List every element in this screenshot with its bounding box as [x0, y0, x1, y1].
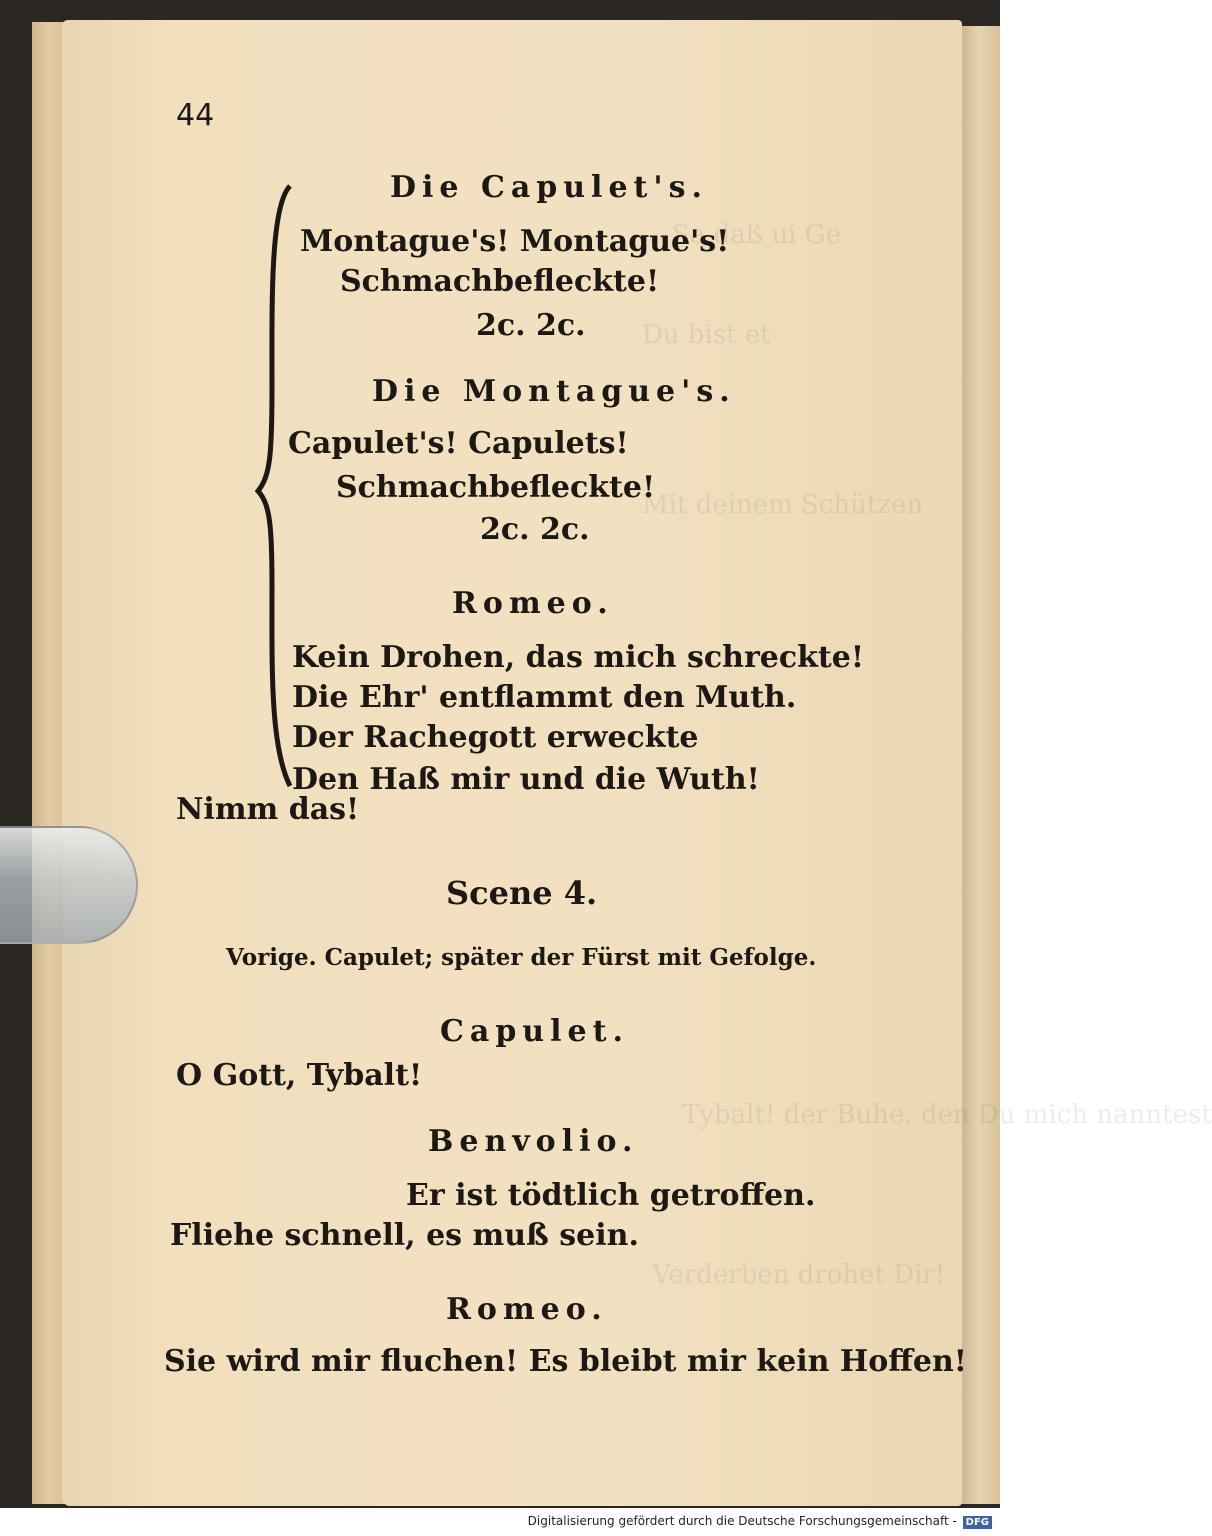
- show-through-text: Sa daß ui Ge: [672, 220, 841, 250]
- show-through-text: Du bist et: [642, 320, 771, 350]
- verse-line: Kein Drohen, das mich schreckte!: [292, 640, 865, 675]
- show-through-text: Mit deinem Schützen: [642, 490, 924, 520]
- facing-page-edge: [958, 26, 1000, 1504]
- speaker-benvolio: Benvolio.: [428, 1124, 639, 1159]
- verse-line: Capulet's! Capulets!: [288, 426, 629, 461]
- speaker-romeo: Romeo.: [452, 586, 614, 621]
- verse-line: Nimm das!: [176, 792, 360, 827]
- speaker-capulet: Capulet.: [440, 1014, 629, 1049]
- verse-line: Montague's! Montague's!: [300, 224, 730, 259]
- page-holder-clip: [0, 826, 138, 944]
- dfg-logo: DFG: [963, 1516, 992, 1529]
- verse-line: Er ist tödtlich getroffen.: [406, 1178, 816, 1213]
- speaker-romeo: Romeo.: [446, 1292, 608, 1327]
- verse-line: Schmachbefleckte!: [340, 264, 660, 299]
- verse-line: O Gott, Tybalt!: [176, 1058, 423, 1093]
- verse-line: Sie wird mir fluchen! Es bleibt mir kein Hoffen!: [164, 1344, 967, 1379]
- verse-line: Der Rachegott erweckte: [292, 720, 699, 755]
- footer-text: Digitalisierung gefördert durch die Deutsche Forschungsgemeinschaft -: [527, 1514, 957, 1528]
- stage-direction: Vorige. Capulet; später der Fürst mit Gefolge.: [226, 944, 817, 971]
- footer-credit: [528, 1514, 992, 1529]
- verse-line: 2c. 2c.: [476, 308, 586, 343]
- verse-line: Den Haß mir und die Wuth!: [292, 762, 760, 797]
- scene-title: Scene 4.: [446, 874, 598, 912]
- speaker-capulets: Die Capulet's.: [390, 170, 708, 205]
- verse-line: Fliehe schnell, es muß sein.: [170, 1218, 639, 1253]
- speaker-montagues: Die Montague's.: [372, 374, 736, 409]
- page-number: 44: [176, 98, 215, 133]
- show-through-text: Verderben drohet Dir!: [652, 1260, 946, 1290]
- verse-line: 2c. 2c.: [480, 512, 590, 547]
- verse-line: Die Ehr' entflammt den Muth.: [292, 680, 797, 715]
- verse-line: Schmachbefleckte!: [336, 470, 656, 505]
- show-through-text: Tybalt! der Buhe, den Du mich nanntest: [682, 1100, 1212, 1130]
